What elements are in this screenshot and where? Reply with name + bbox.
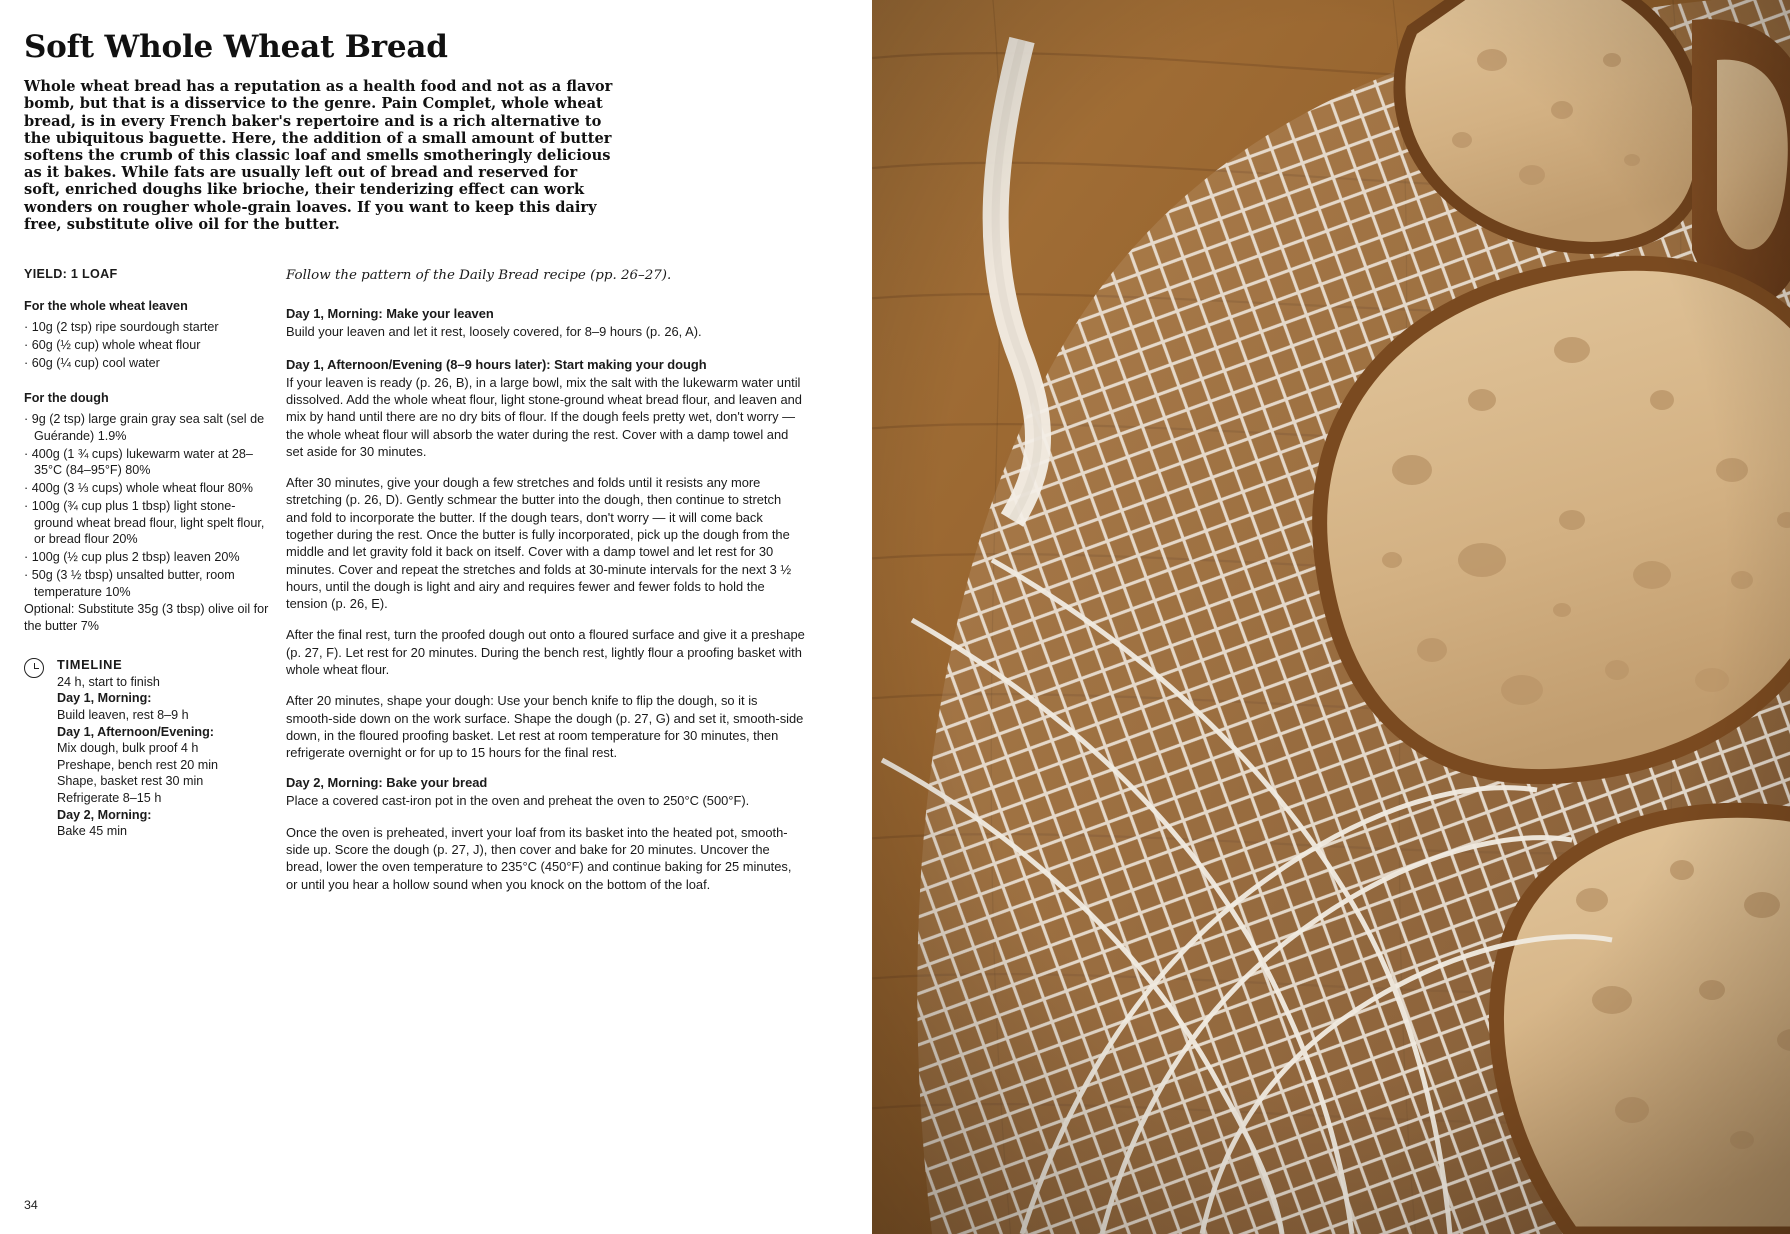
content-columns — [24, 267, 846, 907]
step-paragraph: If your leaven is ready (p. 26, B), in a large bowl, mix the salt with the lukewarm water until dissolved. Add the whole wheat flour, light stone-ground wheat bread flour, and leaven and mix by hand until there are no dry bits of flour. If the dough feels pretty wet, don't worry — the whole wheat flour will absorb the water during the rest. Cover with a damp towel and set aside for 30 minutes. — [286, 374, 802, 459]
text-column — [0, 0, 872, 1234]
yield-label: YIELD: 1 LOAF — [24, 267, 118, 282]
timeline-entry: Shape, basket rest 30 min — [57, 774, 204, 789]
timeline-total: 24 h, start to finish — [57, 674, 160, 689]
list-item: · 400g (1 ¾ cups) lukewarm water at 28–35°C (84–95°F) 80% — [24, 446, 253, 478]
list-item: · 50g (3 ½ tbsp) unsalted butter, room temperature 10% — [24, 567, 235, 599]
step-paragraph: After the final rest, turn the proofed dough out onto a floured surface and give it a preshape (p. 27, F). Let rest for 20 minutes. During the bench rest, lightly flour a proofing basket with whole wheat flour. — [286, 627, 805, 677]
ingredients-column — [24, 267, 286, 840]
timeline-block — [24, 657, 272, 840]
step-paragraph: Build your leaven and let it rest, loosely covered, for 8–9 hours (p. 26, A). — [286, 324, 702, 340]
method-step — [286, 306, 806, 340]
list-item: · 9g (2 tsp) large grain gray sea salt (sel de Guérande) 1.9% — [24, 412, 265, 443]
dough-heading: For the dough — [24, 391, 109, 406]
step-heading: Day 1, Morning: Make your leaven — [286, 306, 494, 322]
timeline-day-label: Day 1, Morning: — [57, 691, 152, 706]
timeline-entry: Mix dough, bulk proof 4 h — [57, 741, 199, 756]
list-item: · 10g (2 tsp) ripe sourdough starter — [24, 320, 219, 335]
recipe-photo — [872, 0, 1790, 1234]
timeline-entry: Preshape, bench rest 20 min — [57, 757, 219, 772]
step-heading: Day 1, Afternoon/Evening (8–9 hours later): Start making your dough — [286, 356, 707, 372]
list-item: · 100g (½ cup plus 2 tbsp) leaven 20% — [24, 550, 240, 565]
dough-ingredient-list — [24, 411, 272, 635]
timeline-entry: Build leaven, rest 8–9 h — [57, 708, 189, 723]
clock-icon — [24, 658, 44, 678]
dough-optional-note: Optional: Substitute 35g (3 tbsp) olive oil for the butter 7% — [24, 602, 269, 634]
method-column — [286, 267, 806, 907]
page-title: Soft Whole Wheat Bread — [24, 29, 448, 65]
timeline-day-label: Day 1, Afternoon/Evening: — [57, 724, 214, 739]
timeline-day-label: Day 2, Morning: — [57, 807, 152, 822]
list-item: · 100g (¾ cup plus 1 tbsp) light stone-ground wheat bread flour, light spelt flour, or bread flour 20% — [24, 498, 265, 547]
list-item: · 400g (3 ⅓ cups) whole wheat flour 80% — [24, 481, 253, 496]
method-step — [286, 775, 806, 892]
method-lead: Follow the pattern of the Daily Bread recipe (pp. 26–27). — [286, 268, 672, 284]
method-step — [286, 357, 806, 762]
leaven-ingredient-list — [24, 319, 272, 371]
step-heading: Day 2, Morning: Bake your bread — [286, 775, 488, 791]
timeline-title: TIMELINE — [57, 656, 123, 672]
step-paragraph: Once the oven is preheated, invert your loaf from its basket into the heated pot, smooth-side up. Score the dough (p. 27, J), then cover and bake for 20 minutes. Uncover the bread, lower the oven temperature to 235°C (450°F) and continue baking for 25 minutes, or until you hear a hollow sound when you knock on the bottom of the loaf. — [286, 824, 792, 892]
step-paragraph: After 20 minutes, shape your dough: Use your bench knife to flip the dough, so it is smooth-side down on the work surface. Shape the dough (p. 27, G) and set it, smooth-side down, in the floured proofing basket. Let rest at room temperature for 30 minutes, then refrigerate overnight or for up to 15 hours for the final rest. — [286, 693, 804, 761]
list-item: · 60g (¼ cup) cool water — [24, 355, 160, 370]
step-paragraph: Place a covered cast-iron pot in the oven and preheat the oven to 250°C (500°F). — [286, 793, 750, 809]
intro-paragraph: Whole wheat bread has a reputation as a health food and not as a flavor bomb, but that is a disservice to the genre. Pain Complet, whole wheat bread, is in every French baker's repertoire and is a rich alternative to the ubiquitous baguette. Here, the addition of a small amount of butter softens the crumb of this classic loaf and smells smotheringly delicious as it bakes. While fats are usually left out of bread and reserved for soft, enriched doughs like brioche, their tenderizing effect can work wonders on rougher whole-grain loaves. If you want to keep this dairy free, substitute olive oil for the butter. — [24, 78, 613, 233]
page-number: 34 — [24, 1198, 38, 1212]
timeline-entry: Bake 45 min — [57, 824, 128, 839]
step-paragraph: After 30 minutes, give your dough a few stretches and folds until it resists any more stretching (p. 26, D). Gently schmear the butter into the dough, then continue to stretch and fold to incorporate the butter. If the dough tears, don't worry — it will come back together during the rest. Once the butter is fully incorporated, pick up the dough from the middle and let gravity fold it back on itself. Cover with a damp towel and let rest for 30 minutes. Cover and repeat the stretches and folds at 30-minute intervals for the next 3 ½ hours, until the dough is light and airy and requires fewer and fewer folds to hold the tension (p. 26, E). — [286, 475, 792, 612]
list-item: · 60g (½ cup) whole wheat flour — [24, 337, 201, 352]
bread-photo-illustration — [872, 0, 1790, 1234]
timeline-entry: Refrigerate 8–15 h — [57, 791, 162, 806]
leaven-heading: For the whole wheat leaven — [24, 299, 188, 314]
